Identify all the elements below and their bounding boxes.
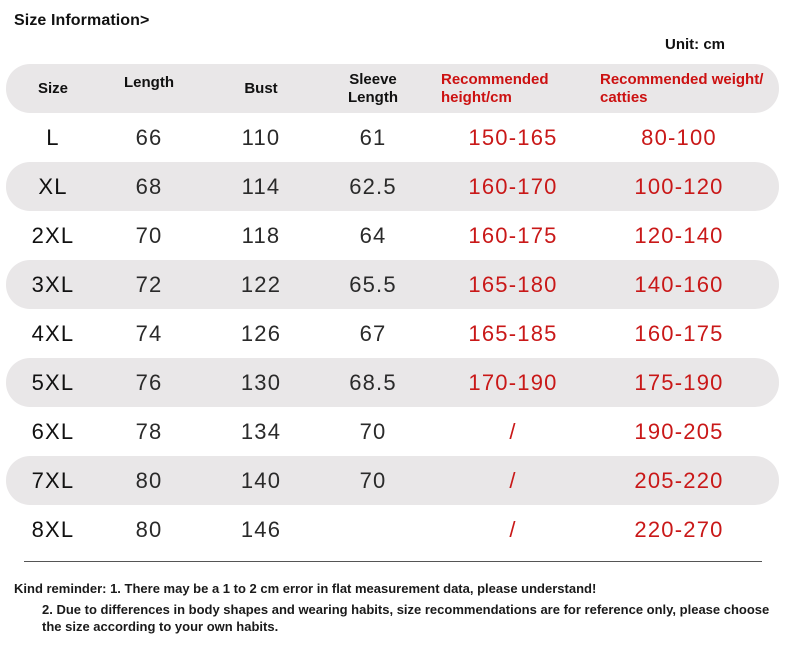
weight-cell: 220-270 bbox=[634, 516, 724, 542]
bust-cell: 130 bbox=[240, 369, 282, 395]
table-row bbox=[6, 407, 779, 456]
table-row bbox=[6, 113, 779, 162]
weight-cell: 80-100 bbox=[641, 124, 717, 150]
height-cell: / bbox=[509, 516, 517, 542]
size-cell: 5XL bbox=[31, 369, 75, 395]
weight-cell: 100-120 bbox=[634, 173, 724, 199]
reminder-note-1: Kind reminder: 1. There may be a 1 to 2 cm error in flat measurement data, please understand! bbox=[14, 581, 597, 596]
size-cell: XL bbox=[38, 173, 68, 199]
size-cell: 8XL bbox=[31, 516, 75, 542]
length-cell: 74 bbox=[135, 320, 163, 346]
sleeve-cell: 70 bbox=[359, 467, 387, 493]
length-cell: 78 bbox=[135, 418, 163, 444]
table-row bbox=[6, 211, 779, 260]
length-cell: 76 bbox=[135, 369, 163, 395]
divider bbox=[24, 561, 762, 562]
sleeve-cell: 67 bbox=[359, 320, 387, 346]
length-cell: 66 bbox=[135, 124, 163, 150]
sleeve-cell: 61 bbox=[359, 124, 387, 150]
weight-cell: 160-175 bbox=[634, 320, 724, 346]
size-cell: L bbox=[46, 124, 60, 150]
size-cell: 4XL bbox=[31, 320, 75, 346]
bust-cell: 134 bbox=[240, 418, 282, 444]
weight-cell: 175-190 bbox=[634, 369, 724, 395]
table-header-row bbox=[6, 64, 779, 113]
page-title: Size Information> bbox=[14, 12, 150, 29]
length-cell: 80 bbox=[135, 516, 163, 542]
table-row bbox=[6, 505, 779, 554]
height-cell: 150-165 bbox=[468, 124, 558, 150]
weight-cell: 190-205 bbox=[634, 418, 724, 444]
bust-cell: 146 bbox=[240, 516, 282, 542]
table-row bbox=[6, 162, 779, 211]
header-size: Size bbox=[37, 79, 68, 97]
bust-cell: 114 bbox=[241, 173, 281, 199]
length-cell: 70 bbox=[135, 222, 163, 248]
bust-cell: 110 bbox=[241, 124, 281, 150]
header-length: Length bbox=[124, 73, 174, 91]
table-row bbox=[6, 260, 779, 309]
height-cell: 165-185 bbox=[468, 320, 558, 346]
sleeve-cell: 62.5 bbox=[349, 173, 397, 199]
length-cell: 72 bbox=[135, 271, 163, 297]
sleeve-cell: 70 bbox=[359, 418, 387, 444]
header-bust: Bust bbox=[244, 79, 278, 97]
header-sleeve-length: Sleeve Length bbox=[348, 70, 398, 106]
height-cell: 170-190 bbox=[468, 369, 558, 395]
size-cell: 6XL bbox=[31, 418, 75, 444]
header-recommended-weight: Recommended weight/ catties bbox=[600, 70, 764, 106]
reminder-note-2: 2. Due to differences in body shapes and wearing habits, size recommendations are for reference only, please choose the size according to your own habits. bbox=[42, 602, 770, 634]
sleeve-cell: 68.5 bbox=[349, 369, 397, 395]
sleeve-cell: 65.5 bbox=[349, 271, 397, 297]
bust-cell: 140 bbox=[240, 467, 282, 493]
length-cell: 80 bbox=[135, 467, 163, 493]
size-cell: 7XL bbox=[31, 467, 75, 493]
size-cell: 2XL bbox=[31, 222, 75, 248]
height-cell: 160-170 bbox=[468, 173, 558, 199]
height-cell: / bbox=[509, 467, 517, 493]
weight-cell: 140-160 bbox=[634, 271, 724, 297]
bust-cell: 118 bbox=[241, 222, 281, 248]
sleeve-cell: 64 bbox=[359, 222, 387, 248]
bust-cell: 126 bbox=[240, 320, 282, 346]
sleeve-cell bbox=[330, 505, 416, 554]
weight-cell: 205-220 bbox=[634, 467, 724, 493]
height-cell: 160-175 bbox=[468, 222, 558, 248]
table-row bbox=[6, 309, 779, 358]
bust-cell: 122 bbox=[240, 271, 282, 297]
height-cell: / bbox=[509, 418, 517, 444]
height-cell: 165-180 bbox=[468, 271, 558, 297]
length-cell: 68 bbox=[135, 173, 163, 199]
table-row bbox=[6, 456, 779, 505]
weight-cell: 120-140 bbox=[634, 222, 724, 248]
unit-label: Unit: cm bbox=[665, 36, 725, 53]
size-cell: 3XL bbox=[31, 271, 75, 297]
header-recommended-height: Recommended height/cm bbox=[441, 70, 549, 106]
table-row bbox=[6, 358, 779, 407]
